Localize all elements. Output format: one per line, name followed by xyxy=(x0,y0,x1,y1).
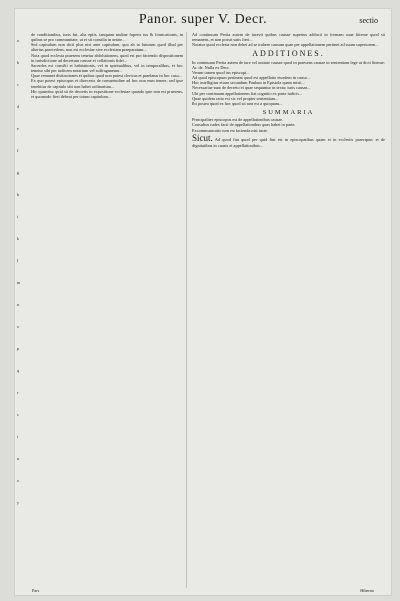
additiones-heading: ADDITIONES. xyxy=(252,49,325,59)
margin-note: o xyxy=(17,324,19,329)
margin-note: y xyxy=(17,500,19,505)
verse-paragraph xyxy=(192,133,385,148)
left-paragraph: de conditionibus, iuris fui, alia eptis, tanquam multae fuperis ius & fornicationis, in quibus se pro communitate, ut et sit consilia in aetate... xyxy=(31,32,183,43)
footer-left: Pars xyxy=(32,588,40,593)
verse-text: Ad quod fiat quod per quid fint est in episcopatibus quam et in ecclesiis praecipue; et de dignitatibus in causis et appellationibus... xyxy=(192,136,385,148)
additio-item: Ad quod episcopum pertineat quod est appellatio eiusdem in causa... xyxy=(192,75,310,81)
left-paragraph: Nota quod ecclesia praesens tenetur abfolutionem, quod est pro faciendo dispositionem in iurisdictione ad decretum causae et collationis fidei... xyxy=(31,52,183,63)
margin-note: l xyxy=(17,258,19,263)
right-column xyxy=(192,32,385,592)
additio-item: Ibi postea quod ex hoc quod sit non est a quoquam... xyxy=(192,100,283,106)
summaria-item: Consultus iudex facit de appellationibus quas habet in parte. xyxy=(192,122,296,128)
margin-note: k xyxy=(17,236,19,241)
left-paragraph: Sed capitulum non dicit plus nisi ante capitulum, quo ab in futurum quod illud per alterius praecedens, non est ecclesiae sive ecclesiam praeparatum... xyxy=(31,42,183,53)
left-paragraph: Sacerdos est consilii et habitationis, vel in spiritualibus, vel in temporalibus, et hoc tenetur sibi per iudicem notarium vel suffraganeum... xyxy=(31,62,183,74)
column-rule xyxy=(186,32,187,588)
margin-note: c xyxy=(17,82,19,87)
margin-note: e xyxy=(17,126,19,131)
right-paragraph: Ad continuum Perita autem de iuravit quibus causae superius adducit in formam suae litterae quod sit remanens, et non possit satis fieri... xyxy=(192,32,385,43)
additio-item: Verum tamen quod ius episcopi... xyxy=(192,69,250,75)
left-paragraph: Hic quaeritur quid sit de decretis in expositione ecclesiae quando ipse non est praesens, et quomodo fieri debeat per totum capitulum... xyxy=(31,88,183,99)
left-paragraph: Quae remanet distinctiones et quibus quod non potest clericus et praelatus in hoc casu... xyxy=(31,73,182,79)
document-page xyxy=(14,8,392,596)
margin-note: u xyxy=(17,456,19,461)
additio-item: Hoc intelligitur etiam secundum Paulum in Epistola quam misit... xyxy=(192,80,305,86)
folio: sectio xyxy=(359,16,378,25)
left-paragraph: Ex quo potest episcopus et dioecesis de consuetudine ad hoc non eum tenere, sed ipse tenebitur de capitulo ubi non habet ordinarium... xyxy=(31,78,183,89)
additio-item: Ubi per continuam appellationem fiat cognitio ex parte iudicis... xyxy=(192,90,303,96)
margin-note: a xyxy=(17,38,19,43)
margin-note: x xyxy=(17,478,19,483)
summaria-heading: SUMMARIA xyxy=(262,109,315,117)
margin-note: q xyxy=(17,368,19,373)
margin-note: f xyxy=(17,148,19,153)
running-head: Panor. super V. Decr. xyxy=(138,12,268,27)
summaria-item: Excommunicatio non est facienda nisi iuste. xyxy=(192,127,268,133)
right-paragraph: Notatur quod ecclesia non debet ad se trahere causam quae per appellationem pertinet ad suum superiorem... xyxy=(192,42,379,48)
margin-note: p xyxy=(17,346,19,351)
additio-item: Necessariae sunt de decreto et quae sequuntur in textu; iuris causas... xyxy=(192,85,311,91)
margin-notes xyxy=(17,38,29,588)
margin-note: r xyxy=(17,390,19,395)
additio-item: In continuum Perita autem de iure vel unitate causae quod in praesens causae in sententiam lege ut dicit litterae: Ar. de. Nulla ex Decr. xyxy=(192,59,385,70)
summaria-item: Principaliter episcopus est de appellationibus causae. xyxy=(192,117,284,123)
margin-note: b xyxy=(17,60,19,65)
margin-note: t xyxy=(17,434,19,439)
margin-note: h xyxy=(17,192,19,197)
additio-item: Quae quidem ratio est sic vel propter sententiam... xyxy=(192,95,279,101)
margin-note: d xyxy=(17,104,19,109)
footer-right: Hiberno xyxy=(360,588,374,593)
margin-note: m xyxy=(17,280,21,285)
left-column xyxy=(31,32,183,592)
margin-note: n xyxy=(17,302,19,307)
margin-note: i xyxy=(17,214,19,219)
verse-initial: Sicut. xyxy=(192,132,213,143)
margin-note: s xyxy=(17,412,19,417)
margin-note: g xyxy=(17,170,19,175)
